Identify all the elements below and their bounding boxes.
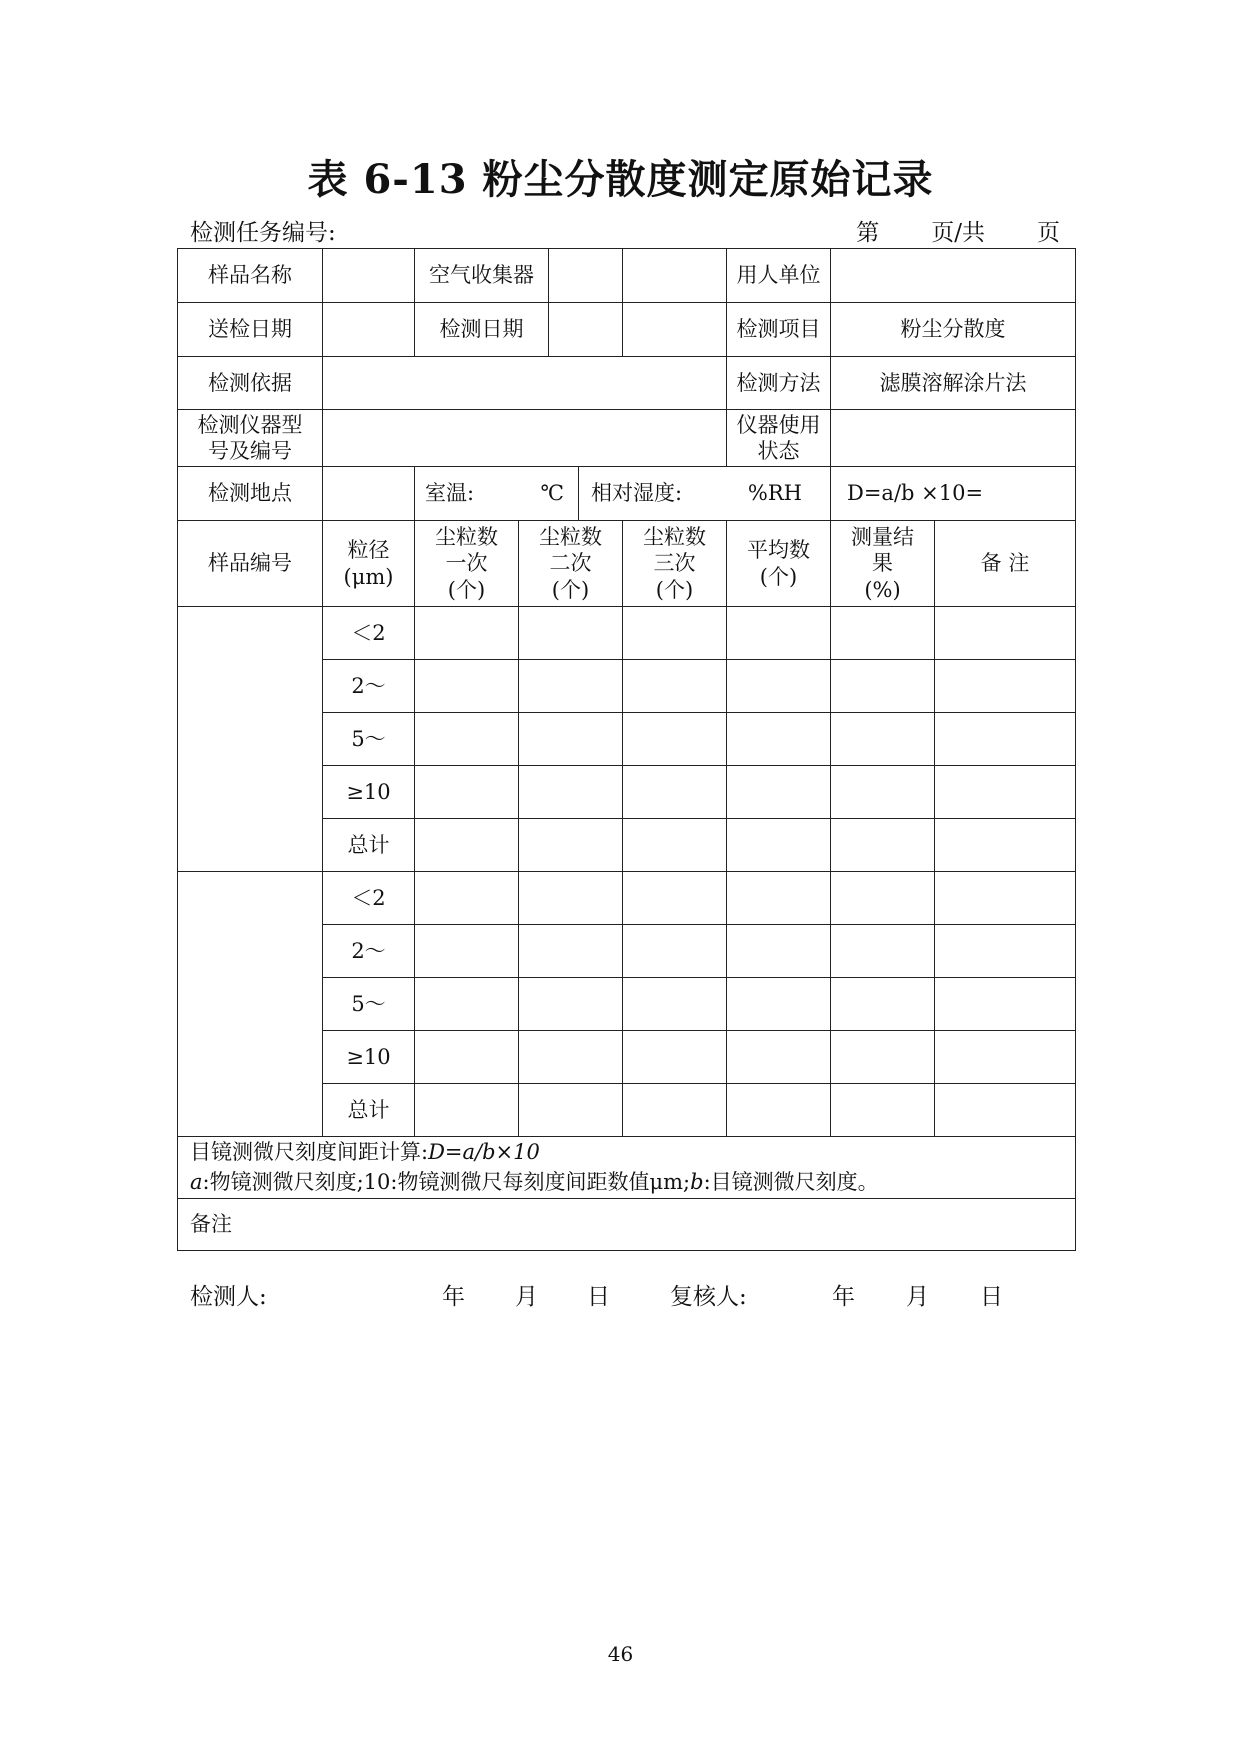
instrument-label-line1: 检测仪器型 — [197, 412, 303, 437]
size-cell: 2～ — [323, 925, 415, 978]
data-cell[interactable] — [935, 925, 1076, 978]
basis-value[interactable] — [323, 357, 727, 410]
test-item-label: 检测项目 — [727, 303, 831, 357]
data-cell[interactable] — [623, 925, 727, 978]
tester-label: 检测人: — [190, 1284, 267, 1310]
size-cell: ≥10 — [323, 1031, 415, 1084]
employer-label: 用人单位 — [727, 249, 831, 303]
data-cell[interactable] — [415, 1084, 519, 1137]
data-cell[interactable] — [623, 607, 727, 660]
col-remark: 备 注 — [935, 521, 1076, 607]
test-date-value[interactable] — [549, 303, 622, 356]
year-2: 年 — [832, 1284, 855, 1310]
employer-value[interactable] — [831, 249, 1076, 303]
data-cell[interactable] — [623, 872, 727, 925]
room-temp-cell — [415, 467, 579, 520]
air-collector-label: 空气收集器 — [415, 249, 549, 302]
data-cell[interactable] — [623, 1084, 727, 1137]
air-collector-value-extra[interactable] — [623, 249, 727, 303]
method-label: 检测方法 — [727, 357, 831, 410]
col-avg-line2: (个) — [759, 564, 798, 589]
col-count2 — [519, 521, 623, 607]
data-cell[interactable] — [935, 1031, 1076, 1084]
location-value[interactable] — [323, 467, 415, 521]
data-cell[interactable] — [935, 660, 1076, 713]
data-cell[interactable] — [727, 766, 831, 819]
year-1: 年 — [442, 1284, 465, 1310]
col-count1-line3: (个) — [447, 577, 486, 602]
b-symbol: b — [690, 1170, 704, 1195]
legend-line — [190, 1167, 1075, 1197]
size-cell: 2～ — [323, 660, 415, 713]
location-label: 检测地点 — [178, 467, 323, 521]
data-cell[interactable] — [727, 1084, 831, 1137]
col-count3-line1: 尘粒数 — [643, 525, 706, 550]
size-cell: 5～ — [323, 713, 415, 766]
data-cell[interactable] — [727, 925, 831, 978]
data-cell[interactable] — [727, 713, 831, 766]
size-cell: 总计 — [323, 819, 415, 872]
data-cell[interactable] — [623, 978, 727, 1031]
submit-date-label: 送检日期 — [178, 303, 323, 357]
data-cell[interactable] — [415, 713, 519, 766]
room-temp-unit: ℃ — [540, 481, 564, 506]
data-cell[interactable] — [831, 713, 935, 766]
data-cell[interactable] — [519, 1084, 623, 1137]
col-count2-line3: (个) — [551, 577, 590, 602]
data-cell[interactable] — [519, 766, 623, 819]
calc-line — [190, 1137, 1075, 1167]
page-indicator — [850, 214, 1060, 247]
data-cell[interactable] — [727, 872, 831, 925]
b-desc: :目镜测微尺刻度。 — [703, 1170, 879, 1195]
data-cell[interactable] — [519, 607, 623, 660]
page-number: 46 — [607, 1642, 634, 1666]
data-cell[interactable] — [415, 1031, 519, 1084]
data-cell[interactable] — [831, 766, 935, 819]
data-cell[interactable] — [727, 660, 831, 713]
data-cell[interactable] — [935, 872, 1076, 925]
remark-label: 备注 — [190, 1212, 232, 1237]
humidity-unit: %RH — [747, 481, 802, 506]
data-cell[interactable] — [831, 1084, 935, 1137]
month-2: 月 — [906, 1284, 929, 1310]
instrument-status-label: 仪器使用状态 — [727, 410, 831, 467]
sample-name-label: 样品名称 — [178, 249, 323, 303]
col-result-line2: 果 — [872, 551, 893, 576]
formula-text: D=a/b ×10= — [847, 481, 984, 506]
data-cell[interactable] — [935, 607, 1076, 660]
col-count3-line2: 三次 — [653, 551, 696, 576]
data-cell[interactable] — [727, 819, 831, 872]
reviewer-label: 复核人: — [670, 1284, 747, 1310]
instrument-value[interactable] — [323, 410, 727, 467]
test-item-value: 粉尘分散度 — [831, 303, 1076, 357]
remark-row[interactable] — [178, 1198, 1076, 1250]
sample-no-2[interactable] — [178, 872, 323, 1137]
data-cell[interactable] — [519, 872, 623, 925]
sample-no-1[interactable] — [178, 607, 323, 872]
data-cell[interactable] — [415, 925, 519, 978]
data-cell[interactable] — [831, 607, 935, 660]
calc-label: 目镜测微尺刻度间距计算: — [190, 1140, 429, 1164]
col-sample-no: 样品编号 — [178, 521, 323, 607]
air-collector-value[interactable] — [549, 249, 622, 302]
size-cell: 总计 — [323, 1084, 415, 1137]
col-count1 — [415, 521, 519, 607]
test-date-value-extra[interactable] — [623, 303, 727, 357]
data-cell[interactable] — [415, 766, 519, 819]
col-avg-line1: 平均数 — [747, 538, 810, 563]
record-table — [177, 248, 1076, 1251]
sample-name-value[interactable] — [323, 249, 415, 303]
col-count2-line1: 尘粒数 — [539, 525, 602, 550]
page-ye-gong-text: 页/共 — [931, 220, 985, 246]
data-cell[interactable] — [415, 819, 519, 872]
data-cell[interactable] — [727, 1031, 831, 1084]
data-cell[interactable] — [831, 872, 935, 925]
page-di-text: 第 — [856, 220, 880, 246]
data-cell[interactable] — [935, 819, 1076, 872]
data-cell[interactable] — [623, 1031, 727, 1084]
col-result-line3: (%) — [864, 577, 901, 602]
data-cell[interactable] — [519, 925, 623, 978]
test-date-label: 检测日期 — [415, 303, 549, 356]
data-cell[interactable] — [831, 978, 935, 1031]
data-cell[interactable] — [519, 819, 623, 872]
data-cell[interactable] — [519, 660, 623, 713]
data-cell[interactable] — [727, 978, 831, 1031]
col-count3-line3: (个) — [655, 577, 694, 602]
calc-formula: D=a/b×10 — [428, 1140, 540, 1164]
col-result-line1: 测量结 — [851, 525, 914, 550]
page-title: 表 6-13 粉尘分散度测定原始记录 — [307, 156, 934, 203]
col-count3 — [623, 521, 727, 607]
size-cell: 5～ — [323, 978, 415, 1031]
col-avg — [727, 521, 831, 607]
data-cell[interactable] — [935, 978, 1076, 1031]
data-cell[interactable] — [519, 1031, 623, 1084]
instrument-label-line2: 号及编号 — [208, 439, 292, 463]
task-no-label: 检测任务编号: — [190, 220, 336, 246]
col-size-line2: (μm) — [343, 564, 394, 589]
data-cell[interactable] — [623, 766, 727, 819]
data-cell[interactable] — [415, 872, 519, 925]
data-cell[interactable] — [623, 819, 727, 872]
formula-cell — [831, 467, 1076, 521]
basis-label: 检测依据 — [178, 357, 323, 410]
data-cell[interactable] — [727, 607, 831, 660]
data-cell[interactable] — [623, 713, 727, 766]
col-size — [323, 521, 415, 607]
day-2: 日 — [980, 1284, 1003, 1310]
instrument-status-value[interactable] — [831, 410, 1076, 467]
data-cell[interactable] — [831, 1031, 935, 1084]
col-count1-line2: 一次 — [445, 551, 488, 576]
data-cell[interactable] — [415, 660, 519, 713]
col-count2-line2: 二次 — [549, 551, 592, 576]
col-count1-line1: 尘粒数 — [435, 525, 498, 550]
instrument-label — [178, 410, 323, 467]
col-size-line1: 粒径 — [347, 538, 390, 563]
method-value: 滤膜溶解涂片法 — [831, 357, 1076, 410]
data-cell[interactable] — [519, 978, 623, 1031]
size-cell: ＜2 — [323, 607, 415, 660]
data-cell[interactable] — [519, 713, 623, 766]
room-temp-label: 室温: — [425, 481, 475, 506]
humidity-label: 相对湿度: — [591, 481, 683, 506]
data-cell[interactable] — [415, 978, 519, 1031]
data-cell[interactable] — [623, 660, 727, 713]
a-desc: :物镜测微尺刻度;10:物镜测微尺每刻度间距数值μm; — [202, 1170, 691, 1195]
page-ye-text: 页 — [1037, 220, 1060, 246]
col-result — [831, 521, 935, 607]
month-1: 月 — [515, 1284, 538, 1310]
data-cell[interactable] — [831, 660, 935, 713]
data-cell[interactable] — [935, 713, 1076, 766]
day-1: 日 — [587, 1284, 610, 1310]
a-symbol: a — [190, 1170, 203, 1195]
size-cell: ≥10 — [323, 766, 415, 819]
size-cell: ＜2 — [323, 872, 415, 925]
data-cell[interactable] — [935, 766, 1076, 819]
data-cell[interactable] — [935, 1084, 1076, 1137]
data-cell[interactable] — [415, 607, 519, 660]
footer-signature — [190, 1278, 1050, 1308]
humidity-cell — [579, 467, 830, 520]
calc-note — [178, 1137, 1076, 1199]
submit-date-value[interactable] — [323, 303, 415, 357]
data-cell[interactable] — [831, 819, 935, 872]
data-cell[interactable] — [831, 925, 935, 978]
header-line — [190, 214, 1060, 244]
